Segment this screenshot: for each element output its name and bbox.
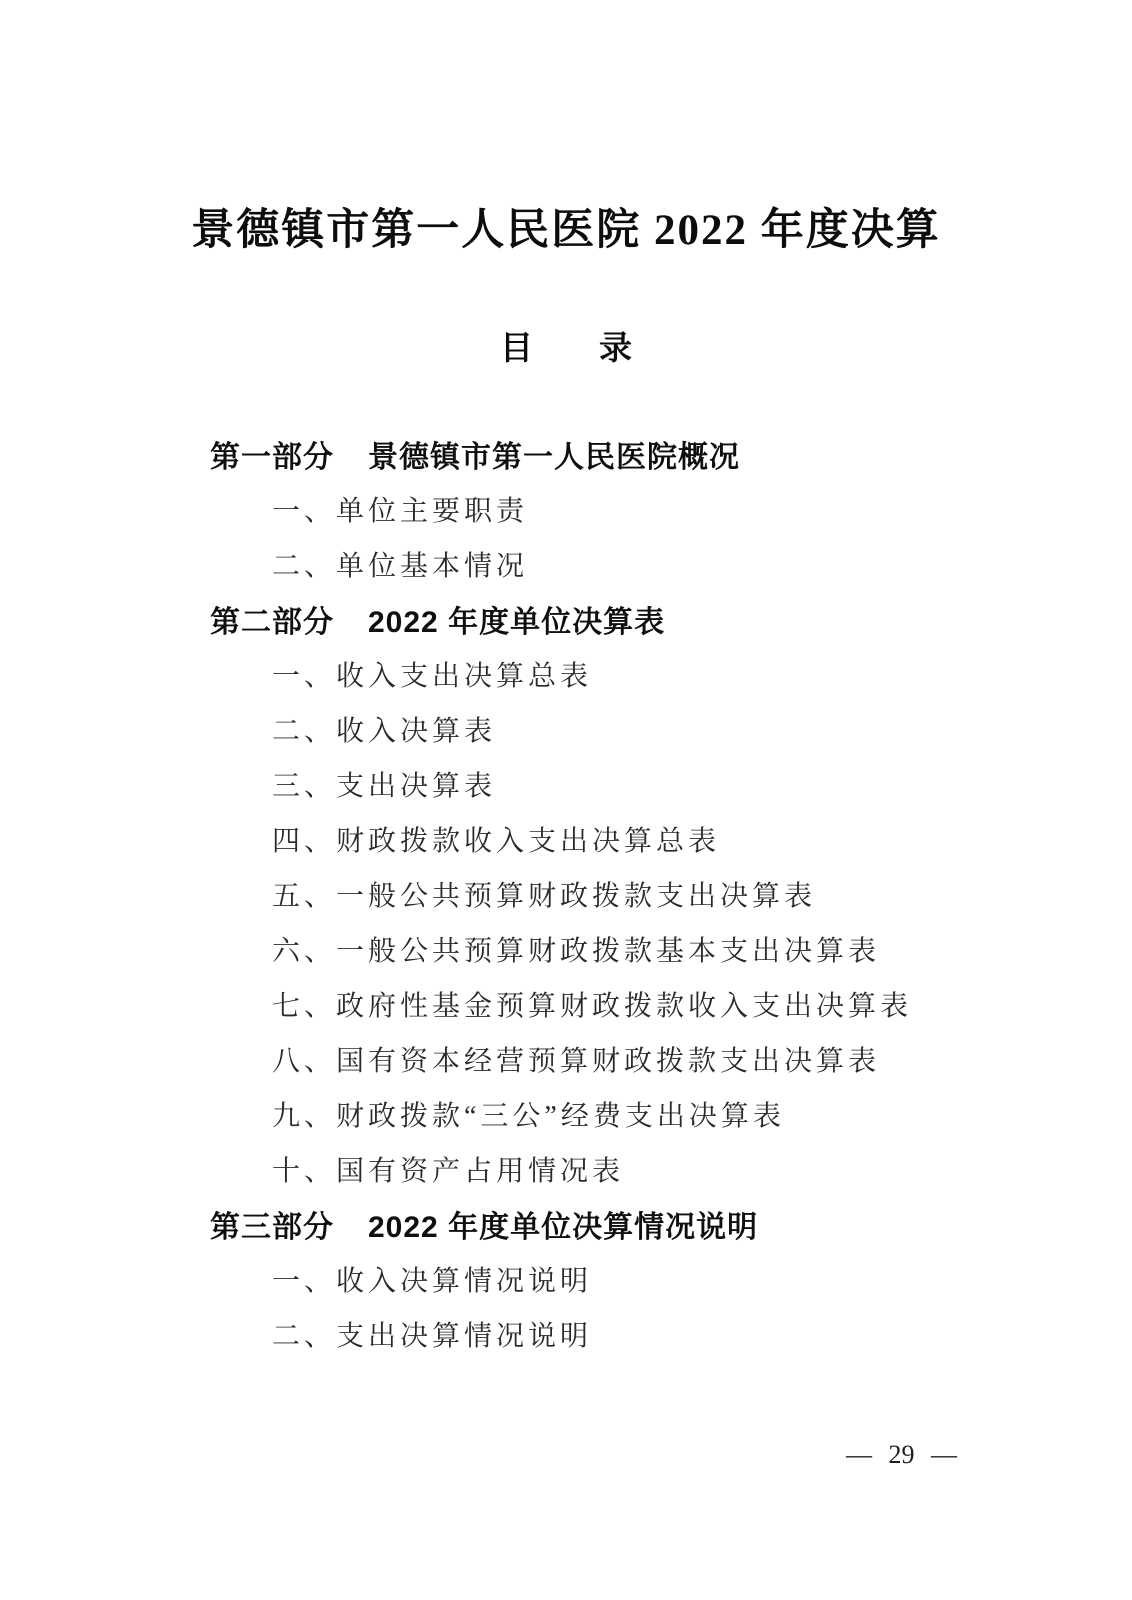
- toc-part-title: 2022 年度单位决算情况说明: [368, 1210, 759, 1244]
- toc-part-label: 第二部分: [210, 605, 334, 639]
- toc-part-title: 2022 年度单位决算表: [368, 605, 666, 639]
- toc-item: [210, 481, 1000, 536]
- toc-item-label: 九、财政拨款“三公”经费支出决算表: [272, 1100, 785, 1132]
- toc-item: [210, 976, 1000, 1031]
- toc-part-heading: [210, 1196, 1000, 1251]
- toc-item-label: 五、一般公共预算财政拨款支出决算表: [272, 880, 817, 912]
- toc-item: [210, 701, 1000, 756]
- toc-item-label: 一、收入决算情况说明: [272, 1265, 593, 1297]
- toc-item-label: 二、单位基本情况: [272, 550, 529, 582]
- toc-item-label: 三、支出决算表: [272, 770, 497, 802]
- toc-item: [210, 1251, 1000, 1306]
- toc-part-title: 景德镇市第一人民医院概况: [368, 440, 740, 474]
- toc-item: [210, 921, 1000, 976]
- toc-item: [210, 536, 1000, 591]
- toc-item: [210, 646, 1000, 701]
- toc-item: [210, 1031, 1000, 1086]
- toc-item: [210, 1086, 1000, 1141]
- toc-item-label: 一、收入支出决算总表: [272, 660, 593, 692]
- toc-item-label: 二、收入决算表: [272, 715, 497, 747]
- toc-item: [210, 811, 1000, 866]
- toc-part-label: 第三部分: [210, 1210, 334, 1244]
- toc-item-label: 二、支出决算情况说明: [272, 1320, 593, 1352]
- toc-heading: 目 录: [500, 329, 632, 366]
- toc-part-heading: [210, 591, 1000, 646]
- toc-item-label: 六、一般公共预算财政拨款基本支出决算表: [272, 935, 881, 967]
- toc-item: [210, 756, 1000, 811]
- toc-part-heading: [210, 426, 1000, 481]
- document-title: 景德镇市第一人民医院 2022 年度决算: [191, 207, 941, 254]
- toc-item-label: 八、国有资本经营预算财政拨款支出决算表: [272, 1045, 881, 1077]
- toc-item-label: 四、财政拨款收入支出决算总表: [272, 825, 721, 857]
- toc-list: [210, 426, 1000, 1361]
- toc-item: [210, 1306, 1000, 1361]
- toc-item-label: 七、政府性基金预算财政拨款收入支出决算表: [272, 990, 913, 1022]
- toc-item-label: 十、国有资产占用情况表: [272, 1155, 625, 1187]
- toc-item: [210, 1141, 1000, 1196]
- page-number: — 29 —: [846, 1440, 957, 1469]
- toc-part-label: 第一部分: [210, 440, 334, 474]
- toc-item-label: 一、单位主要职责: [272, 495, 529, 527]
- toc-item: [210, 866, 1000, 921]
